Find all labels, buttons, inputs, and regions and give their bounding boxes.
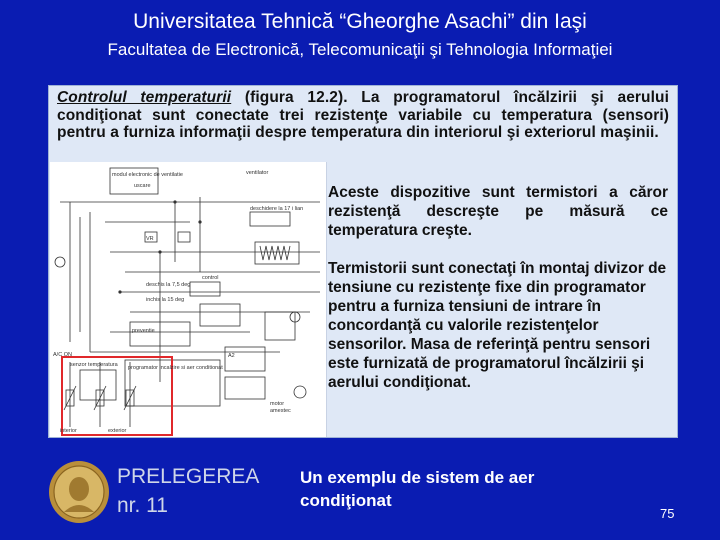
circuit-diagram-svg	[50, 162, 326, 437]
lecture-title: PRELEGEREA	[117, 465, 260, 488]
intro-text: (figura 12.2). La programatorul încălzirii şi aerului condiţionat sunt conectate trei rezistenţe variabile cu temperatura (sensori) pentru a furniza informaţii despre temperatura din interiorul şi exteriorul maşinii.	[57, 89, 670, 141]
label-prog: programator incalzire si aer conditionat	[128, 365, 223, 371]
lecture-number: nr. 11	[117, 494, 168, 517]
label-motor: motor	[270, 401, 285, 407]
faculty-title: Facultatea de Electronică, Telecomunicaţii şi Tehnologia Informaţiei	[107, 40, 613, 59]
university-seal-icon	[48, 460, 110, 524]
label-a2: A2	[228, 353, 235, 359]
bullet-connection: Termistorii sunt conectaţi în montaj divizor de tensiune cu rezistenţe fixe din programator pentru a furniza tensiuni de intrare în concordanţă cu valorile rezistenţelor sensorilor. Masa de referinţă pentru sensori este furnizată de programatorul încălzirii şi aerului condiţionat.	[328, 260, 667, 391]
label-control: control	[202, 275, 219, 281]
label-preventie: preventie	[132, 328, 155, 334]
intro-paragraph	[57, 89, 669, 142]
label-deschidere: deschidere la 17 i lian	[250, 206, 304, 212]
label-a2-on: A/C ON	[53, 352, 72, 358]
label-module: modul electronic de ventilatie	[112, 172, 183, 178]
circuit-diagram	[50, 162, 327, 437]
label-inchis: inchis la 15 deg	[146, 297, 185, 303]
label-interior: interior	[60, 428, 77, 434]
page-number: 75	[660, 506, 675, 521]
slide-subtitle: Un exemplu de sistem de aer condiţionat	[300, 468, 535, 510]
label-uscare: uscare	[134, 183, 151, 189]
highlighted-term: Controlul temperaturii	[57, 89, 232, 106]
label-exterior: exterior	[108, 428, 127, 434]
label-deschis: deschis la 7,5 deg	[146, 282, 191, 288]
label-amestec: amestec	[270, 408, 291, 414]
lecture-label	[117, 462, 259, 520]
bullet-thermistors: Aceste dispozitive sunt termistori a căror rezistenţă descreşte pe măsură ce temperatura creşte.	[328, 184, 668, 239]
university-title: Universitatea Tehnică “Gheorghe Asachi” din Iaşi	[133, 10, 587, 33]
label-ventilator: ventilator	[246, 170, 269, 176]
label-sensor: senzor temperatura	[70, 362, 118, 368]
content-panel	[48, 85, 678, 438]
label-vr: VR	[146, 236, 154, 242]
